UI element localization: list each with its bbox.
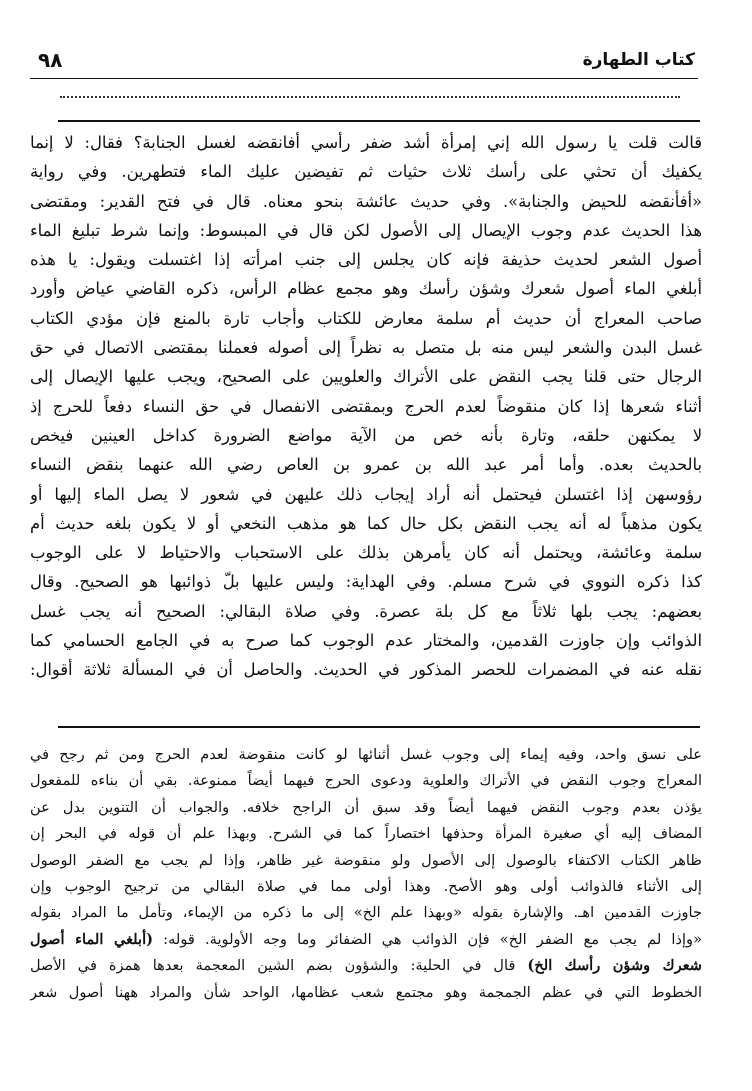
main-line: هذا الحديث عدم وجوب الإيصال إلى الأصول لكن قال في المبسوط: وإنما شرط تبليغ الماء	[30, 220, 702, 240]
main-line: رؤوسهن إذا اغتسلن فيحتمل أنه أراد إيجاب ذلك عليهن في شعور لا يصل الماء إليها أو	[30, 484, 702, 504]
main-line: بعضهم: يجب بلها ثلاثاً مع كل بلة عصرة. وفي صلاة البقالي: الصحيح أنه يجب غسل	[30, 601, 702, 621]
main-line: كذا ذكره النووي في شرح مسلم. وفي الهداية: وليس عليها بلّ ذوائبها هو الصحيح. وقال	[30, 572, 702, 592]
book-title: كتاب الطهارة	[582, 50, 695, 70]
header-rule	[30, 78, 698, 79]
main-line: صاحب المعراج أن حديث أم سلمة معارض للكتاب وأجاب تارة بالمنع فإن مؤدي الكتاب	[30, 308, 702, 328]
note-line: الخطوط التي في عظم الجمجمة وهو مجتمع شعب عظامها، الواحد شأن والمراد ههنا أصول شعر	[30, 983, 702, 1001]
note-line: على نسق واحد، وفيه إيماء إلى وجوب غسل أثنائها لو كانت منقوضة لعدم الحرج ومن ثم رجح في	[30, 746, 702, 763]
main-line: نقله عنه في المضمرات للحصر المذكور في الحديث. والحاصل أن في المسألة ثلاثة أقوال:	[30, 660, 702, 680]
note-line: إلى الأثناء فالذوائب أولى وهو الأصح. وهذا أولى مما في صلاة البقالي من ترجيح الوجوب وإن	[30, 878, 702, 896]
main-line: «أفأنقضه للحيض والجنابة». وفي حديث عائشة بنحو معناه. قال في فتح القدير: ومقتضى	[30, 191, 702, 211]
main-line: أبلغي الماء أصول شعرك وشؤن رأسك وهو مجمع عظام الرأس، ذكره القاضي عياض وأورد	[30, 279, 702, 299]
main-line: سلمة وعائشة، ويحتمل أنه كان يأمرهن بذلك على الاستحباب والاحتياط لا على الوجوب	[30, 543, 702, 563]
note-line	[30, 953, 702, 979]
quoted-phrase: (أبلغي الماء أصول	[30, 930, 154, 948]
main-line: يكون مذهباً له أنه يجب النقض بكل حال كما هو مذهب النخعي أو لا يكون بلغه حديث أم	[30, 513, 702, 533]
note-line: المضاف إليه أي صغيرة المرأة وحذفها اختصاراً كما في الشرح. وبهذا علم أن قوله في البحر إن	[30, 825, 702, 843]
main-line: الرجال حتى قلنا يجب النقض على الأتراك والعلويين على الصحيح، ويجب عليها الإيصال إلى	[30, 367, 702, 387]
main-line: لا يمكنهن حلقه، وتارة بأنه خص من الآية مواضع الضرورة كداخل العينين فيخص	[30, 425, 702, 445]
commentary-text-block	[30, 742, 702, 1006]
quoted-phrase: شعرك وشؤن رأسك الخ)	[527, 957, 702, 975]
note-text: «وإذا لم يجب مع الضفر الخ» فإن الذوائب هي الضفائر وما وجه الأولوية. قوله:	[163, 930, 702, 948]
main-line: غسل البدن والشعر ليس منه بل متصل به نظراً إلى أصوله فعملنا بمقتضى الاتصال في حق	[30, 338, 702, 358]
note-line: ظاهر الكتاب الاكتفاء بالوصول إلى الأصول ولو منقوضة غير ظاهر، وإذا لم يجب مع الضفر الوصول	[30, 851, 702, 869]
main-line: بالحديث بعده. وأما أمر عبد الله بن عمرو بن العاص رضي الله عنهما بنقض النساء	[30, 455, 702, 475]
main-line: قالت قلت يا رسول الله إني إمرأة أشد ضفر رأسي أفانقضه لغسل الجنابة؟ فقال: لا إنما	[30, 133, 702, 152]
main-text-block	[30, 128, 702, 685]
note-line: يؤذن بعدم وجوب النقض فيهما أيضاً وقد سبق أن الراجح خلافه. والجواب أن التنوين بدل عن	[30, 798, 702, 816]
note-line: المعراج وجوب النقض في الأتراك والعلوية ودعوى الحرج فيهما أيضاً ممنوعة. بقي أن بناءه للمفعول	[30, 772, 702, 790]
dotted-separator	[60, 96, 680, 98]
page-header	[30, 48, 695, 78]
main-line: أثناء شعرها إذا كان منقوضاً لعدم الحرج وبمقتضى الانفصال في حق النساء دفعاً للحرج إذ	[30, 396, 702, 416]
top-text-rule	[58, 120, 700, 122]
main-line: أصول الشعر لحديث حذيفة فإنه كان يجلس إلى جنب امرأته إذا اغتسلت ويقول: يا هذه	[30, 250, 702, 270]
note-line	[30, 927, 702, 953]
main-line: الذوائب وإن جاوزت القدمين، والمختار عدم الوجوب كما صرح به في الجامع الحسامي كما	[30, 631, 702, 651]
note-text: قال في الحلية: والشؤون بضم الشين المعجمة بعدها همزة في الأصل	[30, 957, 516, 975]
footnote-separator-rule	[58, 726, 700, 728]
main-line: يكفيك أن تحثي على رأسك ثلاث حثيات ثم تفيضين عليك الماء فتطهرين. وفي رواية	[30, 162, 702, 182]
note-line: جاوزت القدمين اهـ. والإشارة بقوله «وبهذا علم الخ» إلى ما ذكره من الإيماء، وتأمل ما المراد بقوله	[30, 904, 702, 922]
page-number: ٩٨	[38, 48, 63, 72]
